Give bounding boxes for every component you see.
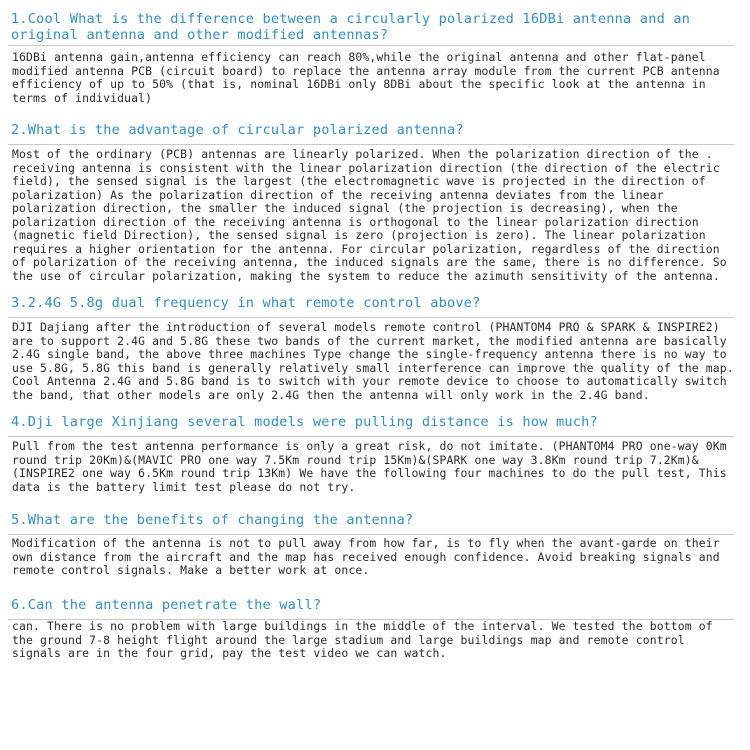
question-3: 3.2.4G 5.8g dual frequency in what remote control above? <box>11 295 481 311</box>
question-4: 4.Dji large Xinjiang several models were pulling distance is how much? <box>11 414 598 430</box>
answer-1: 16DBi antenna gain,antenna efficiency can reach 80%,while the original antenna and other flat-panel modified antenna PCB (circuit board) to replace the antenna array module from the current PCB antenna efficiency of up to 50% (that is, nominal 16DBi only 8DBi about the specific look at the antenna in terms of individual) <box>12 50 720 105</box>
question-1: 1.Cool What is the difference between a circularly polarized 16DBi antenna and an original antenna and other modified antennas? <box>11 11 699 43</box>
divider-2 <box>8 144 734 145</box>
answer-3: DJI Dajiang after the introduction of several models remote control (PHANTOM4 PRO & SPARK & INSPIRE2) are to support 2.4G and 5.8G these two bands of the current market, the modified antenna are basically 2.4G single band, the above three machines Type change the single-frequency antenna there is no way to use 5.8G, 5.8G this band is generally relatively small interference can improve the quality of the map. Cool Antenna 2.4G and 5.8G band is to switch with your remote device to choose to automatically switch the band, that other models are only 2.4G then the antenna will only work in the 2.4G band. <box>12 320 734 402</box>
answer-5: Modification of the antenna is not to pull away from how far, is to fly when the avant-garde on their own distance from the aircraft and the map has received enough confidence. Avoid breaking signals and remote control signals. Make a better work at once. <box>12 536 720 577</box>
divider-3 <box>8 317 734 318</box>
answer-2: Most of the ordinary (PCB) antennas are linearly polarized. When the polarization direction of the . receiving antenna is consistent with the linear polarization direction (the direction of the electric field), the sensed signal is the largest (the electromagnetic wave is projected in the direction of polarization) As the polarization direction of the receiving antenna deviates from the linear polarization direction, the smaller the induced signal (the projection is decreasing), when the polarization direction of the receiving antenna is orthogonal to the linear polarization direction (magnetic field Direction), the sensed signal is zero (projection is zero). The linear polarization requires a higher orientation for the antenna. For circular polarization, regardless of the direction of polarization of the receiving antenna, the induced signals are the same, there is no difference. So the use of circular polarization, making the system to reduce the azimuth sensitivity of the antenna. <box>12 147 727 283</box>
divider-4 <box>8 436 734 437</box>
answer-4: Pull from the test antenna performance is only a great risk, do not imitate. (PHANTOM4 PRO one-way 0Km round trip 20Km)&(MAVIC PRO one way 7.5Km round trip 15Km)&(SPARK one way 3.8Km round trip 7.2Km)&(INSPIRE2 one way 6.5Km round trip 13Km) We have the following four machines to do the pull test, This data is the battery limit test please do not try. <box>12 439 727 494</box>
divider-5 <box>8 534 734 535</box>
question-5: 5.What are the benefits of changing the antenna? <box>11 512 414 528</box>
question-2: 2.What is the advantage of circular polarized antenna? <box>11 122 464 138</box>
divider-1 <box>8 45 734 46</box>
answer-6: can. There is no problem with large buildings in the middle of the interval. We tested the bottom of the ground 7-8 height flight around the large stadium and large buildings map and remote control signals are in the four grid, pay the test video we can watch. <box>12 619 713 660</box>
question-6: 6.Can the antenna penetrate the wall? <box>11 597 322 613</box>
